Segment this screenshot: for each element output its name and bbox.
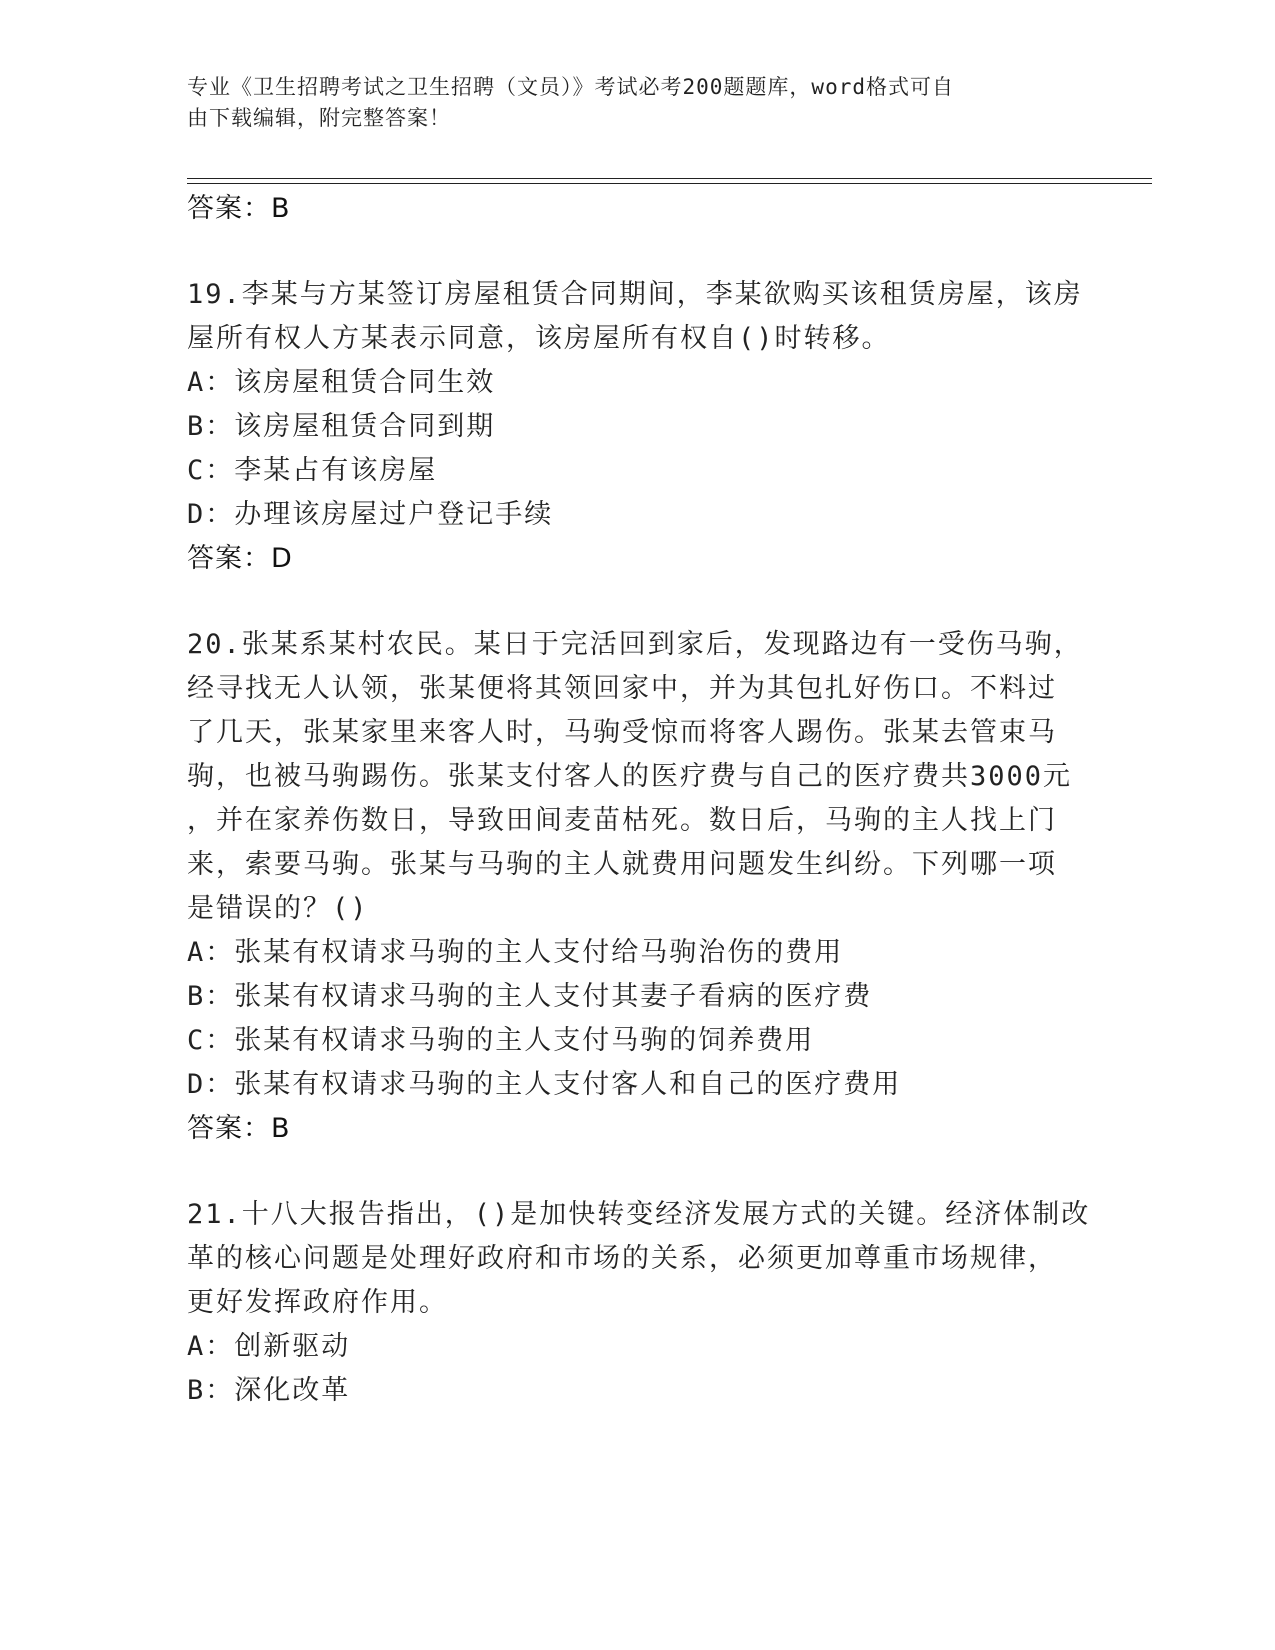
header-line: 由下载编辑，附完整答案！	[187, 106, 451, 130]
option-d: D：张某有权请求马驹的主人支付客人和自己的医疗费用	[187, 1069, 902, 1100]
question-stem-line: 了几天，张某家里来客人时，马驹受惊而将客人踢伤。张某去管束马	[187, 717, 1057, 748]
option-a: A：该房屋租赁合同生效	[187, 367, 496, 398]
option-b: B：该房屋租赁合同到期	[187, 411, 496, 442]
option-b: B：深化改革	[187, 1375, 351, 1406]
option-b: B：张某有权请求马驹的主人支付其妻子看病的医疗费	[187, 981, 873, 1012]
question-stem-line: 21.十八大报告指出，()是加快转变经济发展方式的关键。经济体制改	[187, 1199, 1091, 1230]
option-c: C：李某占有该房屋	[187, 455, 438, 486]
question-stem-line: 20.张某系某村农民。某日于完活回到家后，发现路边有一受伤马驹，	[187, 629, 1083, 660]
question-stem-line: 更好发挥政府作用。	[187, 1287, 448, 1318]
question-stem-line: 驹，也被马驹踢伤。张某支付客人的医疗费与自己的医疗费共3000元	[187, 761, 1073, 792]
option-a: A：张某有权请求马驹的主人支付给马驹治伤的费用	[187, 937, 844, 968]
option-a: A：创新驱动	[187, 1331, 351, 1362]
question-stem-line: 革的核心问题是处理好政府和市场的关系，必须更加尊重市场规律，	[187, 1243, 1057, 1274]
answer-line: 答案：B	[187, 1113, 291, 1144]
document-header	[187, 72, 1067, 134]
answer-line: 答案：B	[187, 193, 291, 224]
question-stem-line: ，并在家养伤数日，导致田间麦苗枯死。数日后，马驹的主人找上门	[187, 805, 1057, 836]
question-stem-line: 是错误的？()	[187, 893, 369, 924]
header-divider	[187, 178, 1152, 179]
option-d: D：办理该房屋过户登记手续	[187, 499, 554, 530]
question-stem-line: 经寻找无人认领，张某便将其领回家中，并为其包扎好伤口。不料过	[187, 673, 1057, 704]
question-stem-line: 屋所有权人方某表示同意，该房屋所有权自()时转移。	[187, 323, 891, 354]
option-c: C：张某有权请求马驹的主人支付马驹的饲养费用	[187, 1025, 815, 1056]
answer-line: 答案：D	[187, 543, 293, 574]
header-line: 专业《卫生招聘考试之卫生招聘（文员）》考试必考200题题库，word格式可自	[187, 75, 954, 99]
header-divider	[187, 183, 1152, 184]
question-stem-line: 来，索要马驹。张某与马驹的主人就费用问题发生纠纷。下列哪一项	[187, 849, 1057, 880]
question-stem-line: 19.李某与方某签订房屋租赁合同期间，李某欲购买该租赁房屋，该房	[187, 279, 1083, 310]
